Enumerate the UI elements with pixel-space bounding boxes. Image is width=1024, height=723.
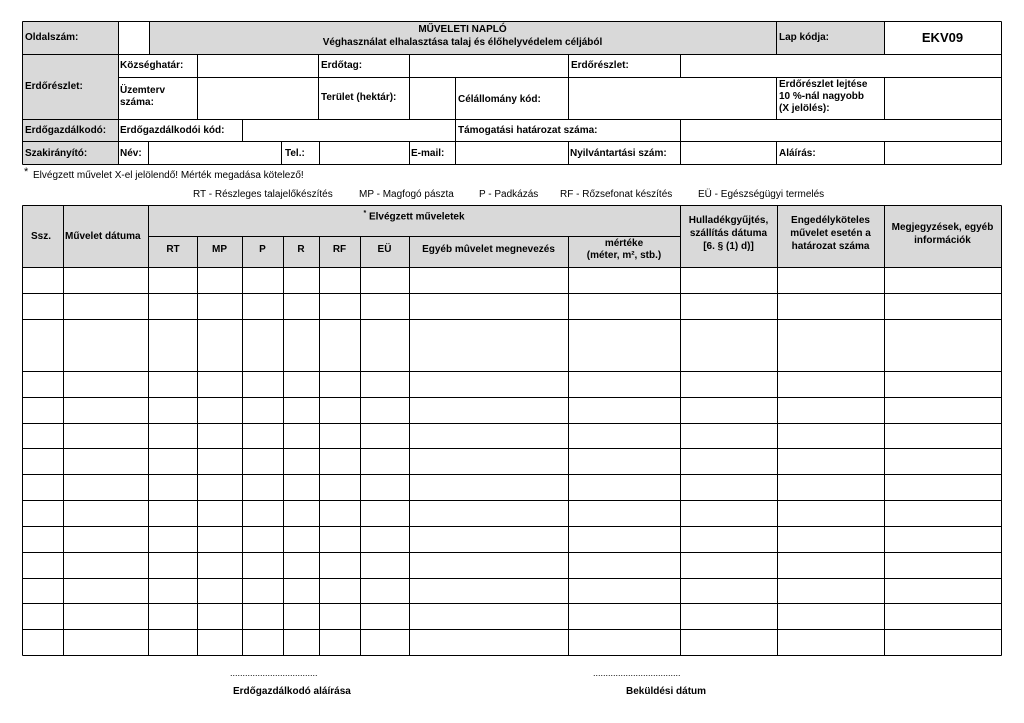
- col-op-rt: RT: [166, 244, 180, 255]
- col-date: Művelet dátuma: [65, 231, 141, 242]
- col-notes-2: információk: [914, 235, 971, 246]
- plan-number-label-1: Üzemterv: [120, 85, 166, 96]
- expert-email-field[interactable]: [456, 142, 568, 164]
- manager-code-label: Erdőgazdálkodói kód:: [120, 125, 225, 136]
- legend-mp: MP - Magfogó pászta: [359, 189, 454, 200]
- area-label: Terület (hektár):: [321, 92, 397, 103]
- sheet-code-value: EKV09: [921, 30, 964, 45]
- ops-group-header: [149, 208, 679, 222]
- col-op-rf: RF: [332, 244, 347, 255]
- col-notes-1: Megjegyzések, egyéb: [891, 222, 994, 233]
- form-title: MŰVELETI NAPLÓ: [418, 24, 507, 35]
- compartment-field[interactable]: [410, 55, 568, 77]
- expert-name-field[interactable]: [149, 142, 281, 164]
- decision-field[interactable]: [681, 120, 1000, 141]
- col-op-mp: MP: [212, 244, 227, 255]
- manager-section-label: Erdőgazdálkodó:: [25, 125, 107, 136]
- expert-email-label: E-mail:: [411, 148, 445, 159]
- legend-eu: EÜ - Egészségügyi termelés: [698, 189, 825, 200]
- col-permit-3: határozat száma: [791, 241, 870, 252]
- expert-registry-label: Nyilvántartási szám:: [570, 148, 667, 159]
- municipality-field[interactable]: [197, 55, 318, 77]
- expert-phone-field[interactable]: [320, 142, 408, 164]
- date-dots: ...................................: [593, 668, 681, 678]
- date-label: Beküldési dátum: [626, 686, 707, 697]
- col-permit-2: művelet esetén a: [790, 228, 871, 239]
- legend-rt: RT - Részleges talajelőkészítés: [193, 189, 333, 200]
- col-op-p: P: [259, 244, 266, 255]
- expert-name-label: Név:: [120, 148, 142, 159]
- ops-group-label: Elvégzett műveletek: [368, 211, 465, 223]
- sheet-code-label: Lap kódja:: [779, 32, 830, 43]
- col-ssz: Ssz.: [31, 231, 52, 242]
- forest-section-label: Erdőrészlet:: [25, 81, 83, 92]
- slope-label-3: (X jelölés):: [779, 103, 830, 114]
- decision-label: Támogatási határozat száma:: [458, 125, 598, 136]
- expert-section-label: Szakirányító:: [25, 148, 88, 159]
- col-op-eu: EÜ: [377, 244, 392, 255]
- page-number-label: Oldalszám:: [25, 32, 79, 43]
- slope-label-1: Erdőrészlet lejtése: [779, 79, 868, 90]
- note-star: *: [24, 166, 29, 178]
- compartment-label: Erdőtag:: [321, 60, 363, 71]
- municipality-label: Községhatár:: [120, 60, 184, 71]
- slope-label-2: 10 %-nál nagyobb: [779, 91, 865, 102]
- manager-code-field[interactable]: [243, 120, 454, 141]
- legend-p: P - Padkázás: [479, 189, 539, 200]
- col-measure-1: mértéke: [604, 238, 644, 249]
- col-other: Egyéb mûvelet megnevezés: [422, 244, 555, 255]
- plan-number-field[interactable]: [197, 78, 318, 119]
- expert-signature-field[interactable]: [885, 142, 1000, 164]
- expert-phone-label: Tel.:: [285, 148, 305, 159]
- col-measure-2: (méter, m², stb.): [586, 250, 662, 261]
- subcompartment-label: Erdőrészlet:: [571, 60, 629, 71]
- signature-dots: ...................................: [230, 668, 318, 678]
- signature-label: Erdőgazdálkodó aláírása: [233, 686, 351, 697]
- col-permit-1: Engedélyköteles: [791, 215, 870, 226]
- form-subtitle: Véghasználat elhalasztása talaj és élőhelyvédelem céljából: [322, 37, 603, 48]
- col-waste-2: szállítás dátuma: [689, 228, 768, 239]
- slope-field[interactable]: [885, 78, 1000, 119]
- target-stand-field[interactable]: [569, 78, 775, 119]
- subcompartment-field[interactable]: [681, 55, 1000, 77]
- ops-group-star: *: [363, 210, 367, 217]
- col-op-r: R: [297, 244, 305, 255]
- note-instruction: Elvégzett művelet X-el jelölendő! Mérték megadása kötelező!: [33, 170, 304, 181]
- target-stand-label: Célállomány kód:: [458, 94, 541, 105]
- legend-rf: RF - Rőzsefonat készítés: [560, 189, 673, 200]
- area-field[interactable]: [410, 78, 455, 119]
- col-waste-1: Hulladékgyűjtés,: [688, 215, 769, 226]
- plan-number-label-2: száma:: [120, 97, 154, 108]
- expert-registry-field[interactable]: [681, 142, 775, 164]
- col-waste-3: [6. § (1) d)]: [703, 241, 754, 252]
- expert-signature-label: Aláírás:: [779, 148, 816, 159]
